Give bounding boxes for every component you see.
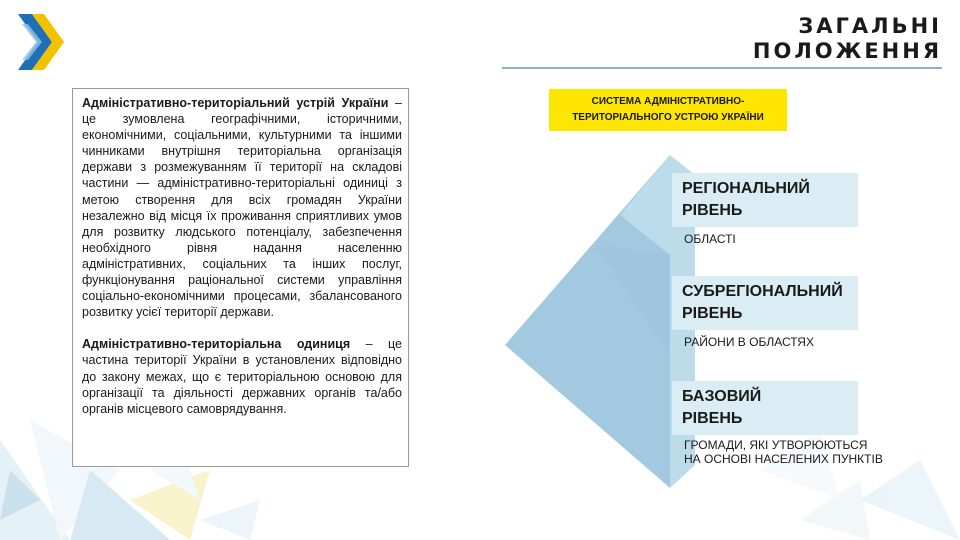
system-label	[549, 89, 787, 131]
system-label-line2: ТЕРИТОРІАЛЬНОГО УСТРОЮ УКРАЇНИ	[572, 112, 764, 123]
level-base-subtitle	[684, 438, 883, 466]
level-regional-subtitle	[684, 232, 736, 246]
level-regional-title-line1: РЕГІОНАЛЬНИЙ	[682, 180, 810, 197]
definition-paragraph-1	[82, 95, 402, 320]
level-subregional-title-line1: СУБРЕГІОНАЛЬНИЙ	[682, 283, 843, 300]
level-subregional-subtitle	[684, 335, 814, 349]
definition-term-2: Адміністративно-територіальна одиниця	[82, 337, 351, 352]
definitions-text-box	[72, 88, 409, 467]
level-regional-subtitle-line1: ОБЛАСТІ	[684, 232, 736, 246]
level-subregional-title-line2: РІВЕНЬ	[682, 305, 743, 322]
hierarchy-pyramid	[500, 155, 700, 495]
level-base-subtitle-line1: ГРОМАДИ, ЯКІ УТВОРЮЮТЬСЯ	[684, 438, 868, 452]
page-title	[753, 14, 942, 64]
page-title-line1: ЗАГАЛЬНІ	[798, 14, 942, 38]
definition-text-1: – це зумовлена географічними, історичними, економічними, соціальними, культурними та іншими чинниками внутрішня територіальна організація держави з розмежуванням її території на складові частини — адміністративно-територіальні одиниці з метою створення для всіх громадян України незалежно від місця їх проживання сприятливих умов для розвитку людського потенціалу, забезпечення необхідного рівня надання населенню адміністративних, соціальних та інших послуг, функціонування раціональної системи управління соціально-економічними процесами, збалансованого розвитку усієї території держави.	[82, 96, 402, 320]
level-base-subtitle-line2: НА ОСНОВІ НАСЕЛЕНИХ ПУНКТІВ	[684, 452, 883, 466]
chevron-logo-icon	[18, 14, 64, 70]
definition-term-1: Адміністративно-територіальний устрій України	[82, 96, 389, 110]
definition-paragraph-2	[82, 336, 402, 416]
system-label-line1: СИСТЕМА АДМІНІСТРАТИВНО-	[591, 96, 745, 107]
level-subregional-title	[672, 276, 858, 330]
level-subregional-subtitle-line1: РАЙОНИ В ОБЛАСТЯХ	[684, 335, 814, 349]
level-base-title	[672, 381, 858, 435]
level-base-title-line1: БАЗОВИЙ	[682, 388, 762, 405]
level-base-title-line2: РІВЕНЬ	[682, 410, 743, 427]
level-regional-title	[672, 173, 858, 227]
definition-text-2: – це частина території України в установлених відповідно до закону межах, що є територіальною основою для організації та діяльності державних органів та/або органів місцевого самоврядування.	[82, 337, 403, 416]
page-title-line2: ПОЛОЖЕННЯ	[752, 39, 942, 63]
title-divider	[502, 67, 942, 69]
level-regional-title-line2: РІВЕНЬ	[682, 202, 743, 219]
